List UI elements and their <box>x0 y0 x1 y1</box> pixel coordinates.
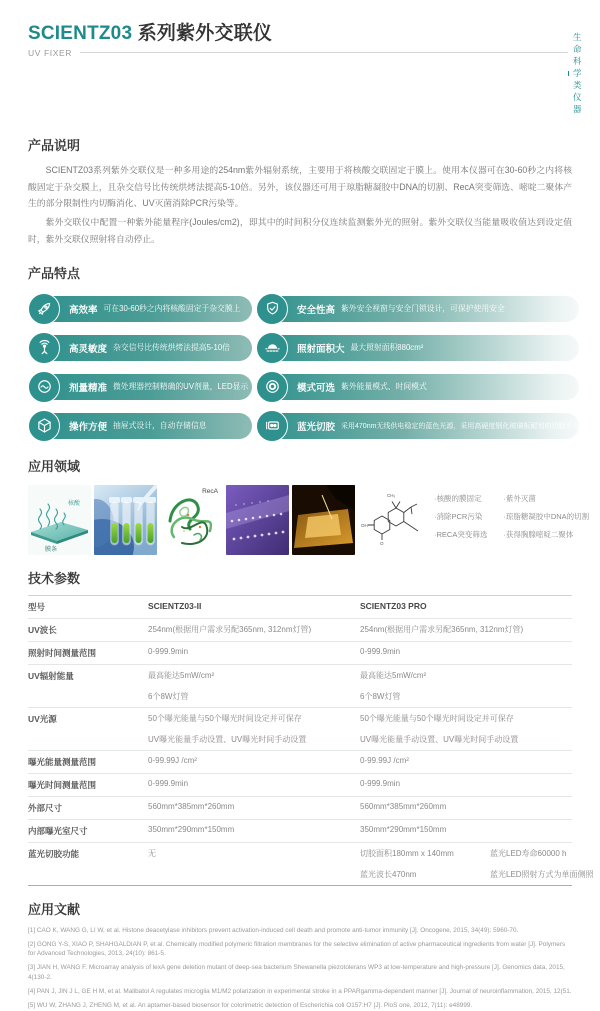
description-paragraph-1: SCIENTZ03系列紫外交联仪是一种多用途的254nm紫外辐射系统，主要用于将核酸交联固定于膜上。使用本仪器可在30-60秒之内将核酸固定于杂交膜上，且杂交信号比传统烘烤法提高5-10倍。另外，该仪器还可用于琼脂糖凝胶中DNA的切割、RecA突变筛选、嘧啶二聚体产生的部分限制性内切酶消化、UV灭菌消除PCR污染等。 <box>28 165 572 209</box>
feature-pill <box>30 335 252 361</box>
spec-cell <box>360 843 572 864</box>
spec-row-label: UV光源 <box>28 713 57 724</box>
shield-check-icon <box>256 293 288 325</box>
feature-title: 模式可选 <box>297 382 336 394</box>
section-heading: 应用领域 <box>28 458 81 474</box>
feature-title: 剂量精准 <box>69 382 108 394</box>
spec-line <box>148 751 572 770</box>
section-applications <box>28 456 590 555</box>
spec-row-label: 曝光能量测量范围 <box>28 756 97 767</box>
section-heading: 技术参数 <box>28 570 81 586</box>
feature-title: 高灵敏度 <box>69 343 108 355</box>
target-icon <box>256 371 288 403</box>
spec-line <box>148 619 572 640</box>
spec-line <box>148 729 572 750</box>
gel-cutting-figure <box>292 485 355 555</box>
section-specs <box>28 568 594 886</box>
section-references <box>28 899 572 1011</box>
section-heading: 产品特点 <box>28 265 81 281</box>
antenna-icon <box>28 332 60 364</box>
spec-cell: 50个曝光能量与50个曝光时间设定并可保存 <box>148 713 302 723</box>
spec-row <box>28 797 572 820</box>
application-bullet: ·获得胸腺嘧啶二聚体 <box>503 529 574 539</box>
application-bullet: ·RECA突变筛选 <box>434 529 488 539</box>
spec-cell: 350mm*290mm*150mm <box>360 824 447 834</box>
gauge-icon <box>28 371 60 403</box>
spec-cell: 无 <box>148 848 156 858</box>
spec-row-values <box>148 619 572 640</box>
spec-row-label: UV波长 <box>28 624 57 635</box>
feature-desc: 最大照射面积880cm² <box>350 343 424 353</box>
feature-title: 安全性高 <box>297 304 336 316</box>
feature-title: 高效率 <box>69 304 98 316</box>
spec-line <box>148 686 572 707</box>
feature-desc: 紫外安全视窗与安全门锁设计，可保护使用安全 <box>341 304 505 314</box>
feature-pill <box>258 413 579 439</box>
rocket-icon <box>28 293 60 325</box>
application-bullet: ·核酸的膜固定 <box>434 493 482 503</box>
chem-label-ch3: CH₃ <box>387 492 396 498</box>
feature-desc: 杂交信号比传统烘烤法提高5-10倍 <box>113 343 230 353</box>
spec-row-values <box>148 708 572 750</box>
spec-row-values <box>148 820 572 839</box>
spec-row <box>28 619 572 642</box>
cube-icon <box>28 410 60 442</box>
spec-cell: UV曝光能量手动设置、UV曝光时间手动设置 <box>360 734 519 744</box>
reca-label: RecA <box>202 487 218 495</box>
square-bullet-icon <box>568 71 569 76</box>
section-heading: 应用文献 <box>28 901 81 917</box>
membrane-fixation-figure <box>28 485 91 555</box>
application-bullets <box>434 493 589 540</box>
spec-line <box>148 642 572 661</box>
spec-cell: 254nm(根据用户需求另配365nm, 312nm灯管) <box>148 624 312 634</box>
category-label: 生命科学类仪器 <box>573 32 582 114</box>
application-bullet: ·琼脂糖凝胶中DNA的切割 <box>503 511 590 521</box>
feature-desc: 微处理器控制精确的UV剂量，LED显示 <box>113 382 249 392</box>
spec-subcell: 蓝光LED寿命60000 h <box>490 848 567 858</box>
spec-row-label: 内部曝光室尺寸 <box>28 825 88 836</box>
spec-cell: 50个曝光能量与50个曝光时间设定并可保存 <box>360 713 514 723</box>
spec-row <box>28 774 572 797</box>
feature-desc: 紫外能量模式、时间模式 <box>341 382 427 392</box>
page-title <box>28 24 568 45</box>
spec-cell: 6个8W灯管 <box>360 691 401 701</box>
spec-cell: 最高能达5mW/cm² <box>148 670 215 680</box>
references-list <box>28 926 572 1011</box>
spec-row <box>28 708 572 751</box>
spec-row-values <box>148 774 572 793</box>
spec-row-values <box>148 751 572 770</box>
spec-line <box>148 596 572 616</box>
spec-row-values <box>148 797 572 816</box>
reference-item: [2] GONG Y-S, XIAO P, SHAHGALDIAN P, et al. Chemically modified polymeric filtration membranes for the selective elimination of active pharmaceutical ingredients from water [J]. Polymers for Advanced Technologies, 2013, 24(10): 861-5. <box>28 940 566 958</box>
feature-pill <box>30 296 252 322</box>
feature-pill <box>258 296 579 322</box>
bullet-column-right <box>503 493 589 540</box>
thymine-dimer-structure-figure <box>358 485 421 555</box>
spec-row <box>28 843 594 886</box>
spec-subcell: 蓝光波长470nm <box>360 869 417 879</box>
spec-row <box>28 596 572 619</box>
feature-title: 蓝光切胶 <box>297 421 336 433</box>
spec-cell: 350mm*290mm*150mm <box>148 824 235 834</box>
section-description <box>28 135 572 248</box>
header-divider <box>80 52 568 53</box>
spec-row-label: 蓝光切胶功能 <box>28 848 80 859</box>
reference-item: [5] WU W, ZHANG J, ZHENG M, et al. An aptamer-based biosensor for colorimetric detection of Escherichia coli O157:H7 [J]. PloS one, 2012, 7(11): e48999. <box>28 1002 473 1010</box>
gel-icon <box>256 410 288 442</box>
spec-cell: 0-999.9min <box>360 646 401 656</box>
spec-line <box>148 708 572 729</box>
product-name-title: 系列紫外交联仪 <box>132 23 273 44</box>
spec-row <box>28 642 572 665</box>
application-bullet: ·紫外灭菌 <box>503 493 536 503</box>
spec-cell: 0-999.9min <box>360 778 401 788</box>
spec-row <box>28 665 572 708</box>
reca-protein-figure <box>160 485 223 555</box>
spec-line <box>148 843 572 864</box>
spec-row-label: 曝光时间测量范围 <box>28 779 97 790</box>
spec-subcell: 蓝光LED照射方式为单面侧照 <box>490 869 594 879</box>
membrane-label: 膜条 <box>45 546 58 553</box>
spec-cell: UV曝光能量手动设置、UV曝光时间手动设置 <box>148 734 307 744</box>
spec-row-values <box>148 665 572 707</box>
spec-row-values <box>148 843 594 885</box>
spec-line <box>148 820 572 839</box>
category-badge <box>568 31 586 115</box>
application-figures <box>28 485 421 555</box>
application-bullet: ·消除PCR污染 <box>434 511 483 521</box>
nucleic-acid-label: 核酸 <box>68 500 81 507</box>
spec-cell: SCIENTZ03 PRO <box>360 600 427 611</box>
product-model-title: SCIENTZ03 <box>28 23 133 44</box>
spec-line <box>148 774 572 793</box>
spec-line <box>148 864 594 885</box>
spec-cell <box>148 864 360 885</box>
chem-label-o: O <box>380 540 384 546</box>
spec-cell: 0-99.99J /cm² <box>360 755 409 765</box>
page-subtitle: UV FIXER <box>28 47 73 58</box>
spec-row-label: UV辐射能量 <box>28 670 74 681</box>
features-grid <box>30 296 580 439</box>
spec-row-label: 照射时间测量范围 <box>28 647 97 658</box>
spec-cell: 254nm(根据用户需求另配365nm, 312nm灯管) <box>360 624 524 634</box>
spec-row <box>28 751 572 774</box>
spec-cell: 最高能达5mW/cm² <box>360 670 427 680</box>
feature-pill <box>258 335 579 361</box>
spec-table <box>28 595 594 886</box>
feature-pill <box>30 374 252 400</box>
reference-item: [3] JIAN H, WANG F. Microarray analysis of lexA gene deletion mutant of deep-sea bacterium Shewanella piezotolerans WP3 at low-temperature and high-pressure [J]. Genomics data, 2015, 4(130-2. <box>28 964 565 981</box>
bullet-column-left <box>434 493 487 540</box>
uv-gel-figure <box>226 485 289 555</box>
description-paragraph-2: 紫外交联仪中配置一种紫外能量程序(Joules/cm2)，即其中的时间积分仪连续监测紫外光的照射。紫外交联仪当能量吸收值达到设定值时，紫外交联仪照射将自动停止。 <box>28 217 572 244</box>
spec-cell: 0-999.9min <box>148 778 189 788</box>
spec-subcell: 切胶面积180mm x 140mm <box>360 848 454 858</box>
spec-row-values <box>148 642 572 661</box>
spec-row-label: 外部尺寸 <box>28 802 63 813</box>
spec-row <box>28 820 572 843</box>
feature-pill <box>258 374 579 400</box>
chem-label-oh: OH <box>361 522 368 528</box>
feature-desc: 抽屉式设计，自动存储信息 <box>113 421 207 431</box>
feature-pill <box>30 413 252 439</box>
reference-item: [4] PAN J, JIN J L, GE H M, et al. Malibatol A regulates microglia M1/M2 polarization in experimental stroke in a PPARgamma-dependent manner [J]. Journal of neuroinflammation, 2015, 12(51. <box>28 988 572 996</box>
spec-row-label: 型号 <box>28 601 46 612</box>
spec-line <box>148 665 572 686</box>
spec-cell: 0-999.9min <box>148 646 189 656</box>
spec-cell: 0-99.99J /cm² <box>148 755 197 765</box>
spec-row-values <box>148 596 572 616</box>
feature-desc: 可在30-60秒之内将核酸固定于杂交膜上 <box>103 304 241 314</box>
reference-item: [1] CAO K, WANG G, LI W, et al. Histone deacetylase inhibitors prevent activation-induced cell death and promote anti-tumor immunity [J]. Oncogene, 2015, 34(49): 5960-70. <box>28 926 519 934</box>
feature-title: 操作方便 <box>69 421 108 433</box>
header <box>28 23 582 115</box>
spec-cell: 560mm*385mm*260mm <box>360 801 447 811</box>
feature-title: 照射面积大 <box>297 343 345 355</box>
spec-cell: 560mm*385mm*260mm <box>148 801 235 811</box>
test-tubes-figure <box>94 485 157 555</box>
spec-line <box>148 797 572 816</box>
feature-desc: 采用470nm无线供电稳定的蓝色光源，采用高硬度钢化玻璃板耐划的切胶平台 <box>341 422 580 430</box>
spec-cell: 6个8W灯管 <box>148 691 189 701</box>
lamp-icon <box>256 332 288 364</box>
spec-cell: SCIENTZ03-II <box>148 600 202 611</box>
section-features <box>28 263 580 439</box>
section-heading: 产品说明 <box>28 138 81 153</box>
spec-cell <box>360 864 594 885</box>
